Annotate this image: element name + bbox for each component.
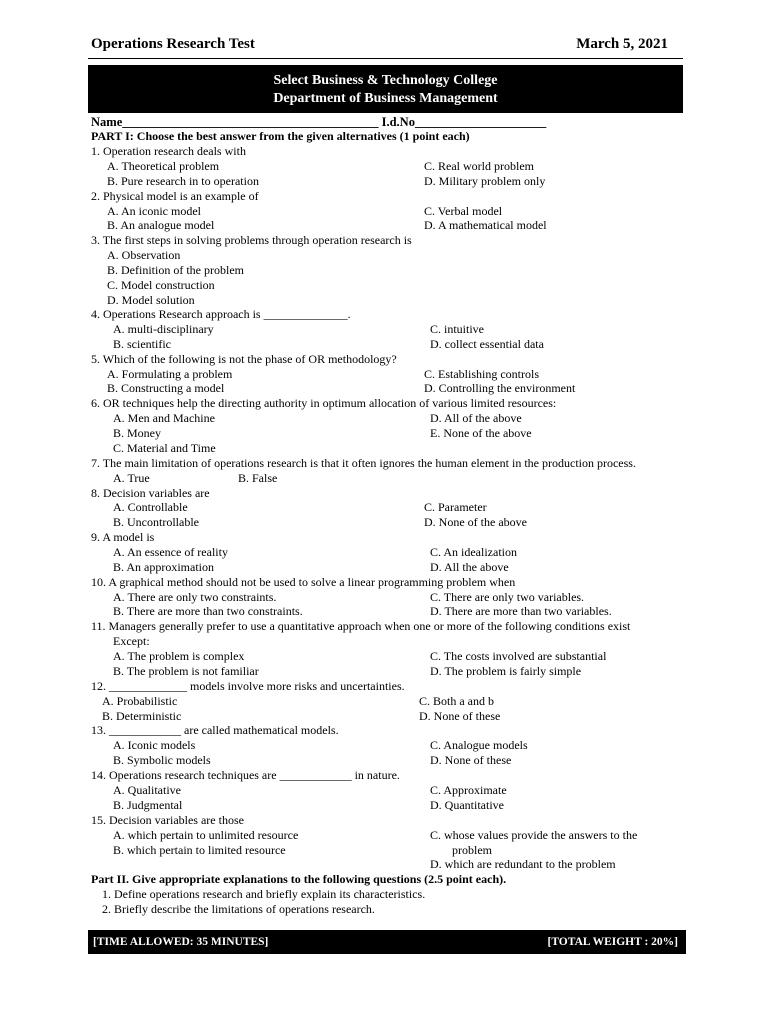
q7-option-b: B. False bbox=[238, 471, 278, 485]
q7-option-a: A. True bbox=[113, 471, 150, 485]
q5-option-d: D. Controlling the environment bbox=[424, 381, 576, 395]
q4-option-c: C. intuitive bbox=[430, 322, 484, 336]
q12-option-d: D. None of these bbox=[419, 709, 501, 723]
question-14: 14. Operations research techniques are ____________ in nature. bbox=[91, 768, 400, 782]
q5-option-b: B. Constructing a model bbox=[107, 381, 225, 395]
q1-option-c: C. Real world problem bbox=[424, 159, 534, 173]
q14-option-a: A. Qualitative bbox=[113, 783, 181, 797]
q14-option-b: B. Judgmental bbox=[113, 798, 183, 812]
question-6: 6. OR techniques help the directing authority in optimum allocation of various limited resources: bbox=[91, 396, 557, 410]
q13-option-b: B. Symbolic models bbox=[113, 753, 211, 767]
q13-option-c: C. Analogue models bbox=[430, 738, 528, 752]
part1-heading: PART I: Choose the best answer from the given alternatives (1 point each) bbox=[91, 129, 470, 143]
name-id-row: Name_________________________________________ I.d.No_____________________ bbox=[91, 115, 547, 129]
part2-question-1: 1. Define operations research and briefly explain its characteristics. bbox=[102, 887, 426, 901]
q6-option-b: B. Money bbox=[113, 426, 161, 440]
college-name: Select Business & Technology College bbox=[273, 73, 498, 88]
q4-option-a: A. multi-disciplinary bbox=[113, 322, 214, 336]
q14-option-d: D. Quantitative bbox=[430, 798, 504, 812]
q2-option-a: A. An iconic model bbox=[107, 204, 201, 218]
q4-option-d: D. collect essential data bbox=[430, 337, 544, 351]
q8-option-a: A. Controllable bbox=[113, 500, 188, 514]
q2-option-c: C. Verbal model bbox=[424, 204, 503, 218]
q12-option-a: A. Probabilistic bbox=[102, 694, 178, 708]
question-3: 3. The first steps in solving problems through operation research is bbox=[91, 233, 412, 247]
question-11: 11. Managers generally prefer to use a quantitative approach when one or more of the following conditions exist bbox=[91, 619, 631, 633]
q13-option-a: A. Iconic models bbox=[113, 738, 196, 752]
q3-option-a: A. Observation bbox=[107, 248, 181, 262]
question-13: 13. ____________ are called mathematical models. bbox=[91, 723, 339, 737]
question-12: 12. _____________ models involve more risks and uncertainties. bbox=[91, 679, 405, 693]
q11-option-a: A. The problem is complex bbox=[113, 649, 245, 663]
q5-option-c: C. Establishing controls bbox=[424, 367, 539, 381]
q11-option-b: B. The problem is not familiar bbox=[113, 664, 259, 678]
q3-option-b: B. Definition of the problem bbox=[107, 263, 244, 277]
q1-option-a: A. Theoretical problem bbox=[107, 159, 220, 173]
q15-option-a: A. which pertain to unlimited resource bbox=[113, 828, 299, 842]
q3-option-d: D. Model solution bbox=[107, 293, 195, 307]
q5-option-a: A. Formulating a problem bbox=[107, 367, 233, 381]
time-allowed: [TIME ALLOWED: 35 MINUTES] bbox=[93, 936, 269, 948]
q9-option-a: A. An essence of reality bbox=[113, 545, 228, 559]
q4-option-b: B. scientific bbox=[113, 337, 171, 351]
q6-option-e: E. None of the above bbox=[430, 426, 532, 440]
part2-heading: Part II. Give appropriate explanations to the following questions (2.5 point each). bbox=[91, 872, 507, 886]
q15-option-c bbox=[430, 828, 678, 843]
test-title: Operations Research Test bbox=[91, 36, 255, 52]
q9-option-b: B. An approximation bbox=[113, 560, 214, 574]
q15-option-c-line2: problem bbox=[452, 843, 492, 857]
question-10: 10. A graphical method should not be used to solve a linear programming problem when bbox=[91, 575, 516, 589]
question-8: 8. Decision variables are bbox=[91, 486, 210, 500]
q3-option-c: C. Model construction bbox=[107, 278, 215, 292]
question-4: 4. Operations Research approach is ______________. bbox=[91, 307, 351, 321]
q6-option-c: C. Material and Time bbox=[113, 441, 216, 455]
q15-option-c-line1: C. whose values provide the answers to the bbox=[430, 828, 638, 842]
q15-option-b: B. which pertain to limited resource bbox=[113, 843, 286, 857]
q12-option-b: B. Deterministic bbox=[102, 709, 182, 723]
q11-option-c: C. The costs involved are substantial bbox=[430, 649, 607, 663]
q13-option-d: D. None of these bbox=[430, 753, 512, 767]
header-rule bbox=[88, 58, 683, 59]
q10-option-b: B. There are more than two constraints. bbox=[113, 604, 303, 618]
q10-option-d: D. There are more than two variables. bbox=[430, 604, 612, 618]
footer-bar bbox=[88, 930, 686, 954]
q8-option-c: C. Parameter bbox=[424, 500, 487, 514]
q9-option-c: C. An idealization bbox=[430, 545, 517, 559]
question-1: 1. Operation research deals with bbox=[91, 144, 246, 158]
question-9: 9. A model is bbox=[91, 530, 155, 544]
q9-option-d: D. All the above bbox=[430, 560, 509, 574]
q2-option-b: B. An analogue model bbox=[107, 218, 215, 232]
q15-option-d: D. which are redundant to the problem bbox=[430, 857, 616, 871]
question-15: 15. Decision variables are those bbox=[91, 813, 244, 827]
part2-question-2: 2. Briefly describe the limitations of operations research. bbox=[102, 902, 375, 916]
q8-option-b: B. Uncontrollable bbox=[113, 515, 199, 529]
q12-option-c: C. Both a and b bbox=[419, 694, 494, 708]
question-11-continued: Except: bbox=[113, 634, 150, 648]
question-7: 7. The main limitation of operations research is that it often ignores the human element in the production process. bbox=[91, 456, 636, 470]
department-name: Department of Business Management bbox=[273, 91, 498, 106]
question-2: 2. Physical model is an example of bbox=[91, 189, 259, 203]
total-weight: [TOTAL WEIGHT : 20%] bbox=[547, 936, 678, 948]
q6-option-a: A. Men and Machine bbox=[113, 411, 215, 425]
q10-option-a: A. There are only two constraints. bbox=[113, 590, 277, 604]
q10-option-c: C. There are only two variables. bbox=[430, 590, 585, 604]
q11-option-d: D. The problem is fairly simple bbox=[430, 664, 582, 678]
college-banner bbox=[88, 65, 683, 113]
question-5: 5. Which of the following is not the phase of OR methodology? bbox=[91, 352, 397, 366]
q1-option-b: B. Pure research in to operation bbox=[107, 174, 259, 188]
q2-option-d: D. A mathematical model bbox=[424, 218, 547, 232]
q8-option-d: D. None of the above bbox=[424, 515, 527, 529]
q1-option-d: D. Military problem only bbox=[424, 174, 546, 188]
q14-option-c: C. Approximate bbox=[430, 783, 507, 797]
page-header bbox=[91, 36, 668, 60]
q6-option-d: D. All of the above bbox=[430, 411, 522, 425]
test-date: March 5, 2021 bbox=[576, 36, 668, 52]
